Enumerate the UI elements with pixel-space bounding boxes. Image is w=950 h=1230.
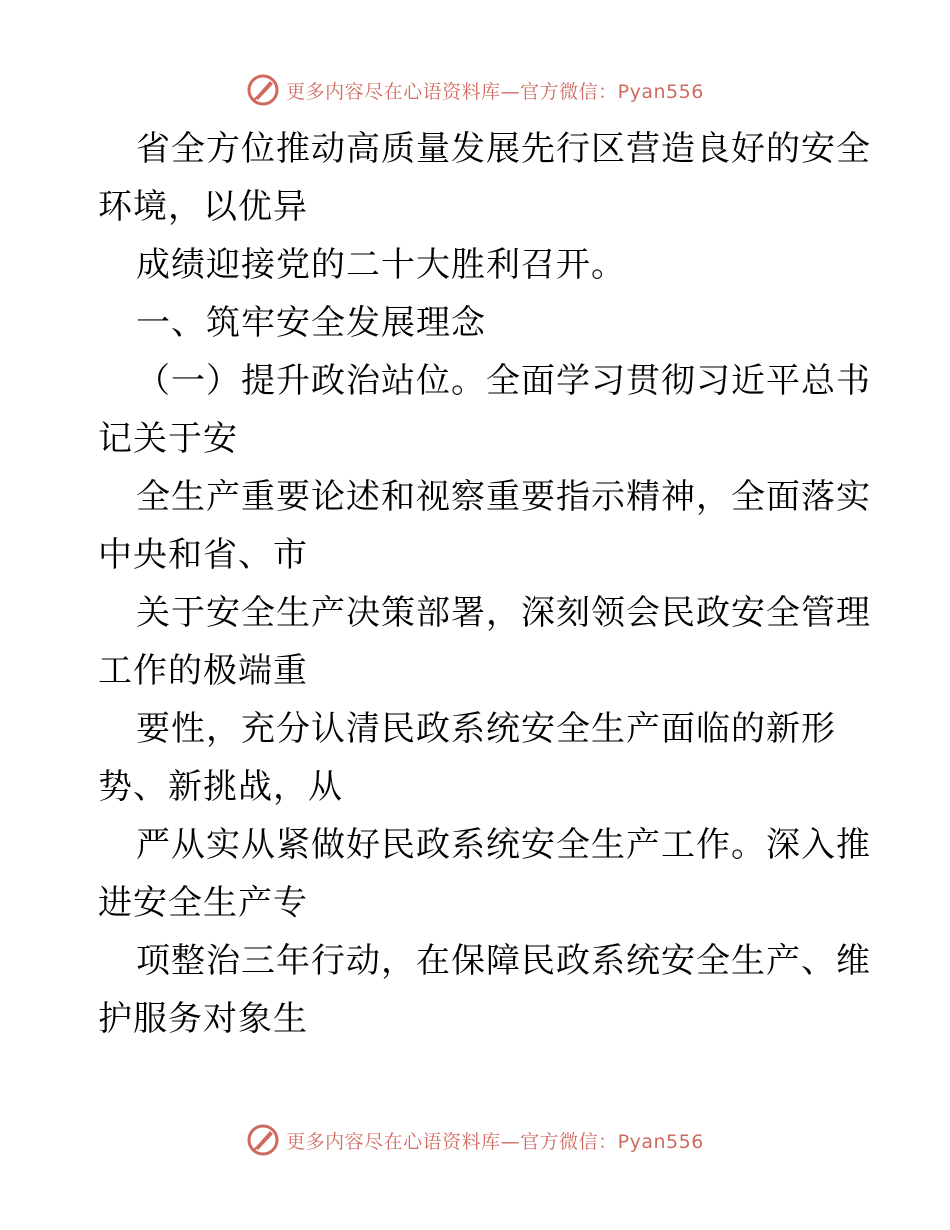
text-line: 严从实从紧做好民政系统安全生产工作。深入推 [136, 825, 871, 865]
watermark-text: 更多内容尽在心语资料库—官方微信：Pyan556 [286, 1130, 704, 1153]
footer-watermark [0, 1120, 950, 1160]
text-line: 中央和省、市 [98, 535, 308, 575]
text-line: （一）提升政治站位。全面学习贯彻习近平总书 [136, 361, 871, 401]
text-line: 关于安全生产决策部署，深刻领会民政安全管理 [136, 593, 871, 633]
text-line: 要性，充分认清民政系统安全生产面临的新形 [136, 709, 836, 749]
text-line: 工作的极端重 [98, 651, 308, 691]
text-line: 势、新挑战，从 [98, 767, 343, 807]
text-line: 记关于安 [98, 419, 238, 459]
watermark-text: 更多内容尽在心语资料库—官方微信：Pyan556 [286, 80, 704, 103]
quill-logo-icon [246, 1123, 280, 1157]
section-heading: 一、筑牢安全发展理念 [136, 303, 486, 343]
document-body [98, 120, 871, 1048]
text-line: 进安全生产专 [98, 883, 308, 923]
text-line: 省全方位推动高质量发展先行区营造良好的安全 [136, 129, 871, 169]
text-line: 环境，以优异 [98, 187, 308, 227]
text-line: 成绩迎接党的二十大胜利召开。 [136, 245, 626, 285]
text-line: 护服务对象生 [98, 999, 308, 1039]
header-watermark [0, 70, 950, 110]
text-line: 全生产重要论述和视察重要指示精神，全面落实 [136, 477, 871, 517]
text-line: 项整治三年行动，在保障民政系统安全生产、维 [136, 941, 871, 981]
quill-logo-icon [246, 73, 280, 107]
